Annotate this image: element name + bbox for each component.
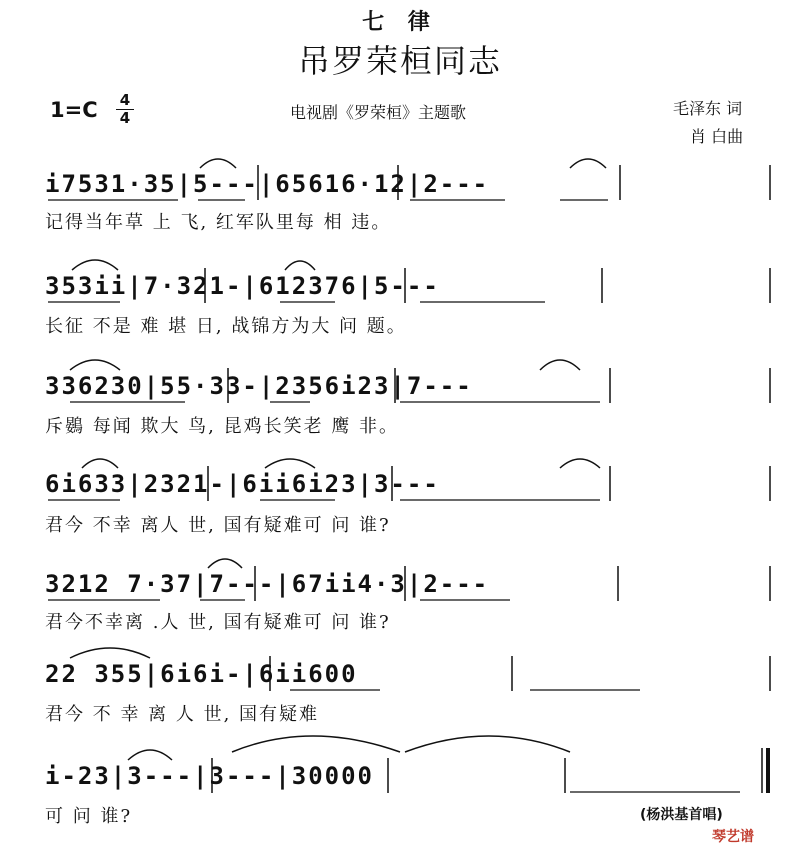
notes-line-2: 353ii|7·321-|612376|5---: [45, 272, 440, 300]
lyricist-credit: 毛泽东 词: [673, 99, 743, 118]
notes-line-3: 336230|55·33-|2356i23|7---: [45, 372, 473, 400]
subtitle: 电视剧《罗荣桓》主题歌: [290, 103, 467, 122]
notes-line-6: 22 355|6i6i-|6ii600: [45, 660, 358, 688]
lyrics-line-2: 长征 不是 难 堪 日, 战锦方为大 问 题。: [45, 316, 407, 337]
composer-credit: 肖 白曲: [690, 127, 744, 146]
notes-line-1: i7531·35|5---|65616·12|2---: [45, 170, 490, 198]
time-top: 4: [119, 91, 131, 109]
page-title: 吊罗荣桓同志: [297, 42, 502, 80]
key-signature: 1=C: [50, 98, 98, 122]
title-top: 七 律: [362, 9, 438, 35]
lyrics-line-1: 记得当年草 上 飞, 红军队里每 相 违。: [45, 212, 392, 233]
lyrics-line-6: 君今 不 幸 离 人 世, 国有疑难: [45, 704, 320, 725]
time-bottom: 4: [119, 109, 131, 127]
singer-credit: (杨洪基首唱): [640, 807, 723, 823]
lyrics-line-4: 君今 不幸 离人 世, 国有疑难可 问 谁?: [45, 515, 391, 536]
notes-line-5: 3212 7·37|7---|67ii4·3|2---: [45, 570, 490, 598]
site-logo: 琴艺谱: [712, 829, 754, 845]
notes-line-7: i-23|3---|3---|30000: [45, 762, 374, 790]
lyrics-line-3: 斥鷃 每闻 欺大 鸟, 昆鸡长笑老 鹰 非。: [45, 416, 400, 437]
lyrics-line-7: 可 问 谁?: [45, 806, 133, 827]
lyrics-line-5: 君今不幸离 .人 世, 国有疑难可 问 谁?: [45, 612, 391, 633]
notes-line-4: 6i633|2321-|6ii6i23|3---: [45, 470, 440, 498]
